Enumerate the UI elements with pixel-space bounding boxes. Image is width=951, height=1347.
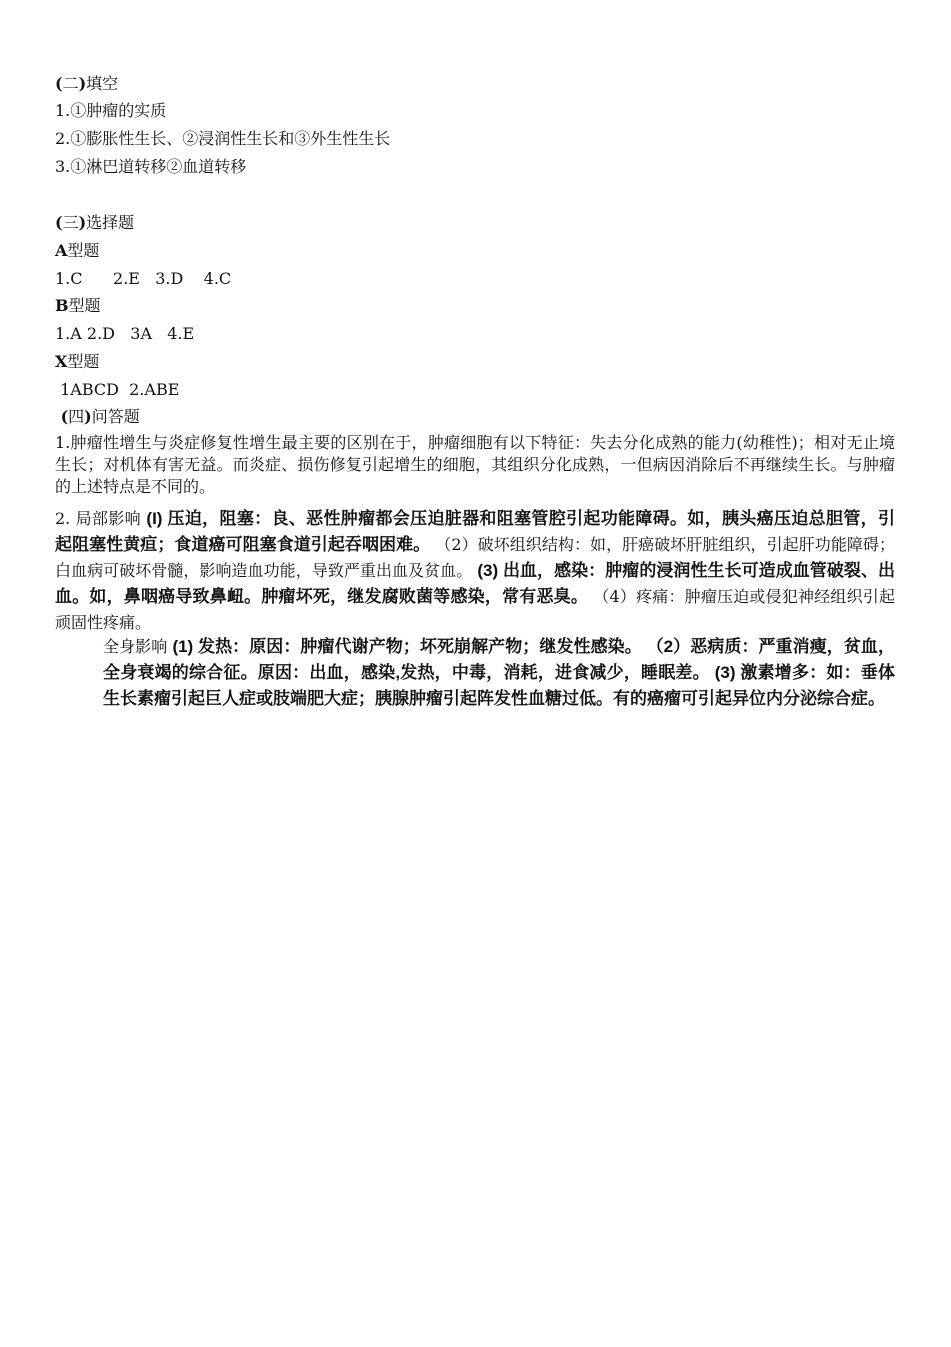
type-x-text: 型题 [67,352,100,371]
answer-2-text-3: （4）疼痛：肿瘤压迫或侵犯神经组织引起顽固性疼痛。 [55,587,895,632]
answer-2-text-1: 2. 局部影响 [55,509,147,528]
type-a-letter: A [55,241,68,260]
heading-paren-open: ( [55,213,63,232]
heading-paren-open: ( [55,74,63,93]
fill-blank-heading [55,72,118,96]
heading-text: 问答题 [91,407,140,426]
type-x-answers: 1ABCD 2.ABE [55,380,180,399]
heading-text: 填空 [86,74,119,93]
type-a-answers: 1.C 2.E 3.D 4.C [55,269,232,288]
choice-heading [55,211,134,235]
answer-3-text-1: 全身影响 [103,637,173,656]
type-x-letter: X [55,352,68,371]
type-a-text: 型题 [67,241,100,260]
heading-number: 四 [68,407,85,426]
qa-answer-3 [55,634,895,712]
type-b-answers: 1.A 2.D 3A 4.E [55,324,195,343]
heading-number: 三 [62,213,79,232]
heading-number: 二 [62,74,79,93]
fill-blank-item-2: 2.①膨胀性生长、②浸润性生长和③外生性生长 [55,129,391,148]
type-b-letter: B [55,296,69,315]
heading-paren-close: ) [78,213,87,232]
answer-2-text-2: （2）破坏组织结构：如，肝癌破坏肝脏组织，引起肝功能障碍；白血病可破坏骨髓，影响造血功能，导致严重出血及贫血。 [55,535,895,580]
fill-blank-item-3: 3.①淋巴道转移②血道转移 [55,157,247,176]
answer-2-bold-1: (I) 压迫，阻塞：良、恶性肿瘤都会压迫脏器和阻塞管腔引起功能障碍。如，胰头癌压迫总胆管，引起阻塞性黄疸；食道癌可阻塞食道引起吞咽困难。 [55,509,895,554]
answer-2-bold-2: (3) 出血，感染：肿瘤的浸润性生长可造成血管破裂、出血。如，鼻咽癌导致鼻衄。肿瘤坏死，继发腐败菌等感染，常有恶臭。 [55,561,895,606]
answer-3-bold-1: (1) 发热：原因：肿瘤代谢产物；坏死崩解产物；继发性感染。 （2）恶病质：严重消瘦，贫血，全身衰竭的综合征。原因：出血，感染,发热，中毒，消耗，进食减少，睡眠差。 (3) 激素增多：如：垂体生长素瘤引起巨人症或肢端肥大症；胰腺肿瘤引起阵发性血糖过低。有的癌瘤可引起异位内分泌综合症。 [103,637,895,708]
qa-answer-2 [55,506,895,636]
qa-answer-1: 1.肿瘤性增生与炎症修复性增生最主要的区别在于，肿瘤细胞有以下特征：失去分化成熟的能力(幼稚性)；相对无止境生长；对机体有害无益。而炎症、损伤修复引起增生的细胞，其组织分化成熟，一但病因消除后不再继续生长。与肿瘤的上述特点是不同的。 [55,433,895,496]
qa-heading [55,405,140,429]
heading-paren-close: ) [84,407,92,426]
type-a-label [55,239,99,263]
heading-text: 选择题 [86,213,135,232]
heading-paren-close: ) [78,74,87,93]
type-x-label [55,350,99,374]
type-b-text: 型题 [68,296,101,315]
heading-paren-open: ( [55,407,69,426]
type-b-label [55,294,101,318]
fill-blank-item-1: 1.①肿瘤的实质 [55,101,167,120]
